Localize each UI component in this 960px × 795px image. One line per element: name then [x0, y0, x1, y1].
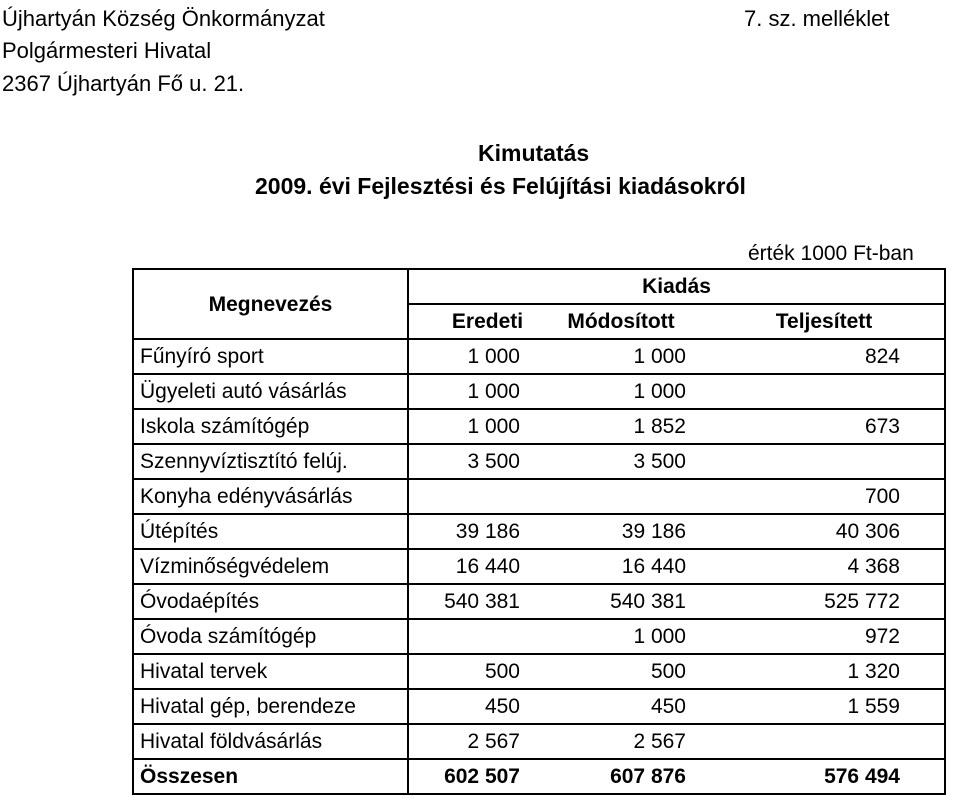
row-name: Szennyvíztisztító felúj. — [133, 444, 408, 479]
cell-teljesitett: 576 494 — [704, 759, 945, 794]
cell-modositott: 1 000 — [538, 619, 704, 654]
doc-subtitle: 2009. évi Fejlesztési és Felújítási kiadásokról — [255, 173, 746, 199]
cell-teljesitett: 525 772 — [704, 584, 945, 619]
table-row — [133, 339, 945, 374]
cell-modositott: 450 — [538, 689, 704, 724]
table-row — [133, 514, 945, 549]
cell-eredeti: 1 000 — [408, 339, 538, 374]
col-header-teljesitett: Teljesített — [704, 304, 945, 339]
table-row — [133, 549, 945, 584]
cell-modositott: 540 381 — [538, 584, 704, 619]
expense-table — [132, 268, 946, 795]
row-name: Óvoda számítógép — [133, 619, 408, 654]
cell-modositott: 607 876 — [538, 759, 704, 794]
total-row — [133, 759, 945, 794]
header-row-1 — [133, 269, 945, 304]
cell-eredeti — [408, 619, 538, 654]
cell-teljesitett: 1 559 — [704, 689, 945, 724]
table-row — [133, 409, 945, 444]
table-row — [133, 584, 945, 619]
total-label: Összesen — [133, 759, 408, 794]
col-header-name: Megnevezés — [133, 269, 408, 339]
cell-eredeti: 540 381 — [408, 584, 538, 619]
cell-teljesitett: 673 — [704, 409, 945, 444]
col-header-eredeti: Eredeti — [451, 310, 524, 333]
cell-eredeti: 16 440 — [408, 549, 538, 584]
cell-modositott: 39 186 — [538, 514, 704, 549]
cell-teljesitett — [704, 724, 945, 759]
cell-modositott: 3 500 — [538, 444, 704, 479]
doc-title: Kimutatás — [478, 140, 590, 166]
row-name: Fűnyíró sport — [133, 339, 408, 374]
cell-teljesitett: 1 320 — [704, 654, 945, 689]
cell-eredeti: 500 — [408, 654, 538, 689]
cell-modositott: 1 000 — [538, 374, 704, 409]
row-name: Ügyeleti autó vásárlás — [133, 374, 408, 409]
table-row — [133, 444, 945, 479]
cell-eredeti: 3 500 — [408, 444, 538, 479]
row-name: Útépítés — [133, 514, 408, 549]
cell-modositott: 2 567 — [538, 724, 704, 759]
cell-eredeti: 1 000 — [408, 374, 538, 409]
table-row — [133, 654, 945, 689]
cell-teljesitett — [704, 444, 945, 479]
cell-eredeti: 602 507 — [408, 759, 538, 794]
cell-eredeti: 2 567 — [408, 724, 538, 759]
attachment-label: 7. sz. melléklet — [744, 6, 890, 31]
cell-teljesitett: 824 — [704, 339, 945, 374]
col-header-group: Kiadás — [408, 269, 945, 304]
table-row — [133, 689, 945, 724]
row-name: Konyha edényvásárlás — [133, 479, 408, 514]
expense-table-wrap — [132, 268, 944, 795]
cell-teljesitett — [704, 374, 945, 409]
cell-modositott: 1 852 — [538, 409, 704, 444]
cell-teljesitett: 40 306 — [704, 514, 945, 549]
org-office: Polgármesteri Hivatal — [2, 38, 212, 63]
cell-modositott: 500 — [538, 654, 704, 689]
table-row — [133, 479, 945, 514]
row-name: Iskola számítógép — [133, 409, 408, 444]
cell-modositott: 1 000 — [538, 339, 704, 374]
row-name: Óvodaépítés — [133, 584, 408, 619]
table-row — [133, 374, 945, 409]
cell-eredeti: 1 000 — [408, 409, 538, 444]
cell-modositott — [538, 479, 704, 514]
cell-teljesitett: 972 — [704, 619, 945, 654]
cell-teljesitett: 4 368 — [704, 549, 945, 584]
cell-eredeti — [408, 479, 538, 514]
row-name: Vízminőségvédelem — [133, 549, 408, 584]
cell-teljesitett: 700 — [704, 479, 945, 514]
unit-note: érték 1000 Ft-ban — [748, 242, 914, 265]
cell-modositott: 16 440 — [538, 549, 704, 584]
table-row — [133, 724, 945, 759]
row-name: Hivatal földvásárlás — [133, 724, 408, 759]
row-name: Hivatal tervek — [133, 654, 408, 689]
org-name: Újhartyán Község Önkormányzat — [2, 6, 325, 31]
cell-eredeti: 39 186 — [408, 514, 538, 549]
row-name: Hivatal gép, berendeze — [133, 689, 408, 724]
table-row — [133, 619, 945, 654]
col-header-modositott: Módosított — [567, 310, 675, 333]
cell-eredeti: 450 — [408, 689, 538, 724]
org-address: 2367 Újhartyán Fő u. 21. — [2, 71, 245, 96]
